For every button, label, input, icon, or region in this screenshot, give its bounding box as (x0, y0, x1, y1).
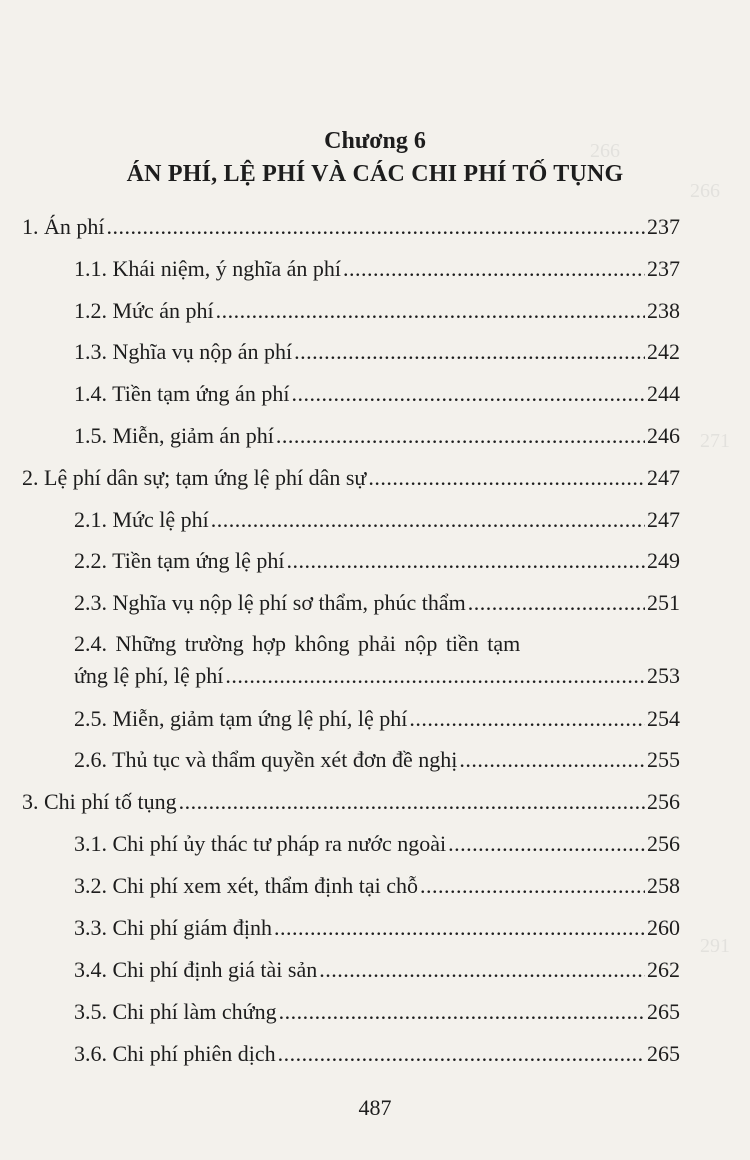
toc-page-number: 258 (647, 873, 680, 898)
toc-entry[interactable] (74, 381, 680, 407)
toc-entry[interactable] (74, 339, 680, 365)
toc-leader-dots (107, 214, 646, 240)
toc-page-number: 260 (647, 915, 680, 940)
toc-entry[interactable] (74, 915, 680, 941)
show-through-text: 291 (700, 935, 730, 957)
toc-page-number: 256 (647, 831, 680, 856)
toc-entry[interactable] (74, 590, 680, 616)
toc-page-number: 247 (647, 465, 680, 490)
show-through-text: 266 (690, 180, 720, 202)
toc-entry-title: 2.2. Tiền tạm ứng lệ phí (74, 548, 285, 573)
toc-entry-title: ứng lệ phí, lệ phí (74, 663, 224, 688)
toc-leader-dots (276, 423, 645, 449)
toc-entry-title-line-1: 2.4. Những trường hợp không phải nộp tiền tạm (74, 631, 521, 656)
toc-leader-dots (179, 789, 645, 815)
toc-leader-dots (225, 663, 645, 689)
toc-entry[interactable] (74, 256, 680, 282)
toc-page-number: 255 (647, 747, 680, 772)
toc-entry-title: 1. Án phí (22, 214, 105, 239)
toc-entry-title: 1.1. Khái niệm, ý nghĩa án phí (74, 256, 342, 281)
chapter-label: Chương 6 (324, 128, 426, 154)
toc-page-number: 254 (647, 706, 680, 731)
toc-page-number: 247 (647, 507, 680, 532)
toc-entry[interactable] (74, 1041, 680, 1067)
toc-entry-title: 1.2. Mức án phí (74, 298, 214, 323)
toc-entry[interactable] (74, 298, 680, 324)
toc-page-number: 246 (647, 423, 680, 448)
toc-leader-dots (420, 873, 645, 899)
show-through-text: 271 (700, 430, 730, 452)
toc-leader-dots (448, 831, 645, 857)
toc-leader-dots (368, 465, 645, 491)
toc-entry-title: 2.6. Thủ tục và thẩm quyền xét đơn đề nghị (74, 747, 458, 772)
toc-leader-dots (216, 298, 645, 324)
toc-entry[interactable] (74, 957, 680, 983)
toc-entry[interactable] (22, 789, 680, 815)
toc-entry[interactable] (74, 507, 680, 533)
toc-leader-dots (287, 548, 645, 574)
toc-page-number: 265 (647, 999, 680, 1024)
toc-leader-dots (409, 706, 645, 732)
toc-entry[interactable] (74, 423, 680, 449)
toc-entry-title: 2.1. Mức lệ phí (74, 507, 209, 532)
toc-page-number: 244 (647, 381, 680, 406)
toc-page-number: 237 (647, 214, 680, 239)
toc-leader-dots (468, 590, 645, 616)
toc-page-number: 253 (647, 663, 680, 688)
toc-page-number: 262 (647, 957, 680, 982)
toc-entry-title: 1.5. Miễn, giảm án phí (74, 423, 274, 448)
toc-page-number: 265 (647, 1041, 680, 1066)
toc-entry-title: 1.4. Tiền tạm ứng án phí (74, 381, 290, 406)
toc-entry-title: 3.2. Chi phí xem xét, thẩm định tại chỗ (74, 873, 419, 898)
toc-page-number: 251 (647, 590, 680, 615)
toc-entry-title: 3.3. Chi phí giám định (74, 915, 272, 940)
toc-leader-dots (278, 1041, 645, 1067)
toc-entry[interactable] (74, 999, 680, 1025)
toc-page-number: 238 (647, 298, 680, 323)
toc-leader-dots (459, 747, 645, 773)
toc-entry[interactable] (22, 465, 680, 491)
toc-entry-title: 3.5. Chi phí làm chứng (74, 999, 277, 1024)
toc-leader-dots (291, 381, 645, 407)
toc-entry-title: 3.4. Chi phí định giá tài sản (74, 957, 318, 982)
toc-leader-dots (294, 339, 645, 365)
toc-page-number: 242 (647, 339, 680, 364)
toc-page-number: 256 (647, 789, 680, 814)
show-through-text: 266 (590, 140, 620, 162)
toc-entry-title: 2.3. Nghĩa vụ nộp lệ phí sơ thẩm, phúc thẩm (74, 590, 466, 615)
toc-entry[interactable] (22, 214, 680, 240)
toc-leader-dots (343, 256, 645, 282)
toc-page-number: 237 (647, 256, 680, 281)
toc-leader-dots (274, 915, 645, 941)
toc-entry[interactable] (74, 663, 680, 689)
toc-entry-title: 3.1. Chi phí ủy thác tư pháp ra nước ngoài (74, 831, 447, 856)
toc-entry[interactable] (74, 706, 680, 732)
page-number: 487 (358, 1095, 392, 1120)
toc-entry-title: 2.5. Miễn, giảm tạm ứng lệ phí, lệ phí (74, 706, 408, 731)
toc-leader-dots (211, 507, 645, 533)
toc-entry-title: 3.6. Chi phí phiên dịch (74, 1041, 276, 1066)
toc-entry-title: 1.3. Nghĩa vụ nộp án phí (74, 339, 293, 364)
toc-leader-dots (319, 957, 645, 983)
toc-page-number: 249 (647, 548, 680, 573)
toc-entry[interactable] (74, 873, 680, 899)
toc-entry[interactable] (74, 548, 680, 574)
toc-entry[interactable] (74, 831, 680, 857)
chapter-title: ÁN PHÍ, LỆ PHÍ VÀ CÁC CHI PHÍ TỐ TỤNG (126, 161, 624, 187)
toc-entry[interactable] (74, 747, 680, 773)
toc-entry-title: 2. Lệ phí dân sự; tạm ứng lệ phí dân sự (22, 465, 367, 490)
toc-leader-dots (279, 999, 645, 1025)
toc-entry-title: 3. Chi phí tố tụng (22, 789, 177, 814)
